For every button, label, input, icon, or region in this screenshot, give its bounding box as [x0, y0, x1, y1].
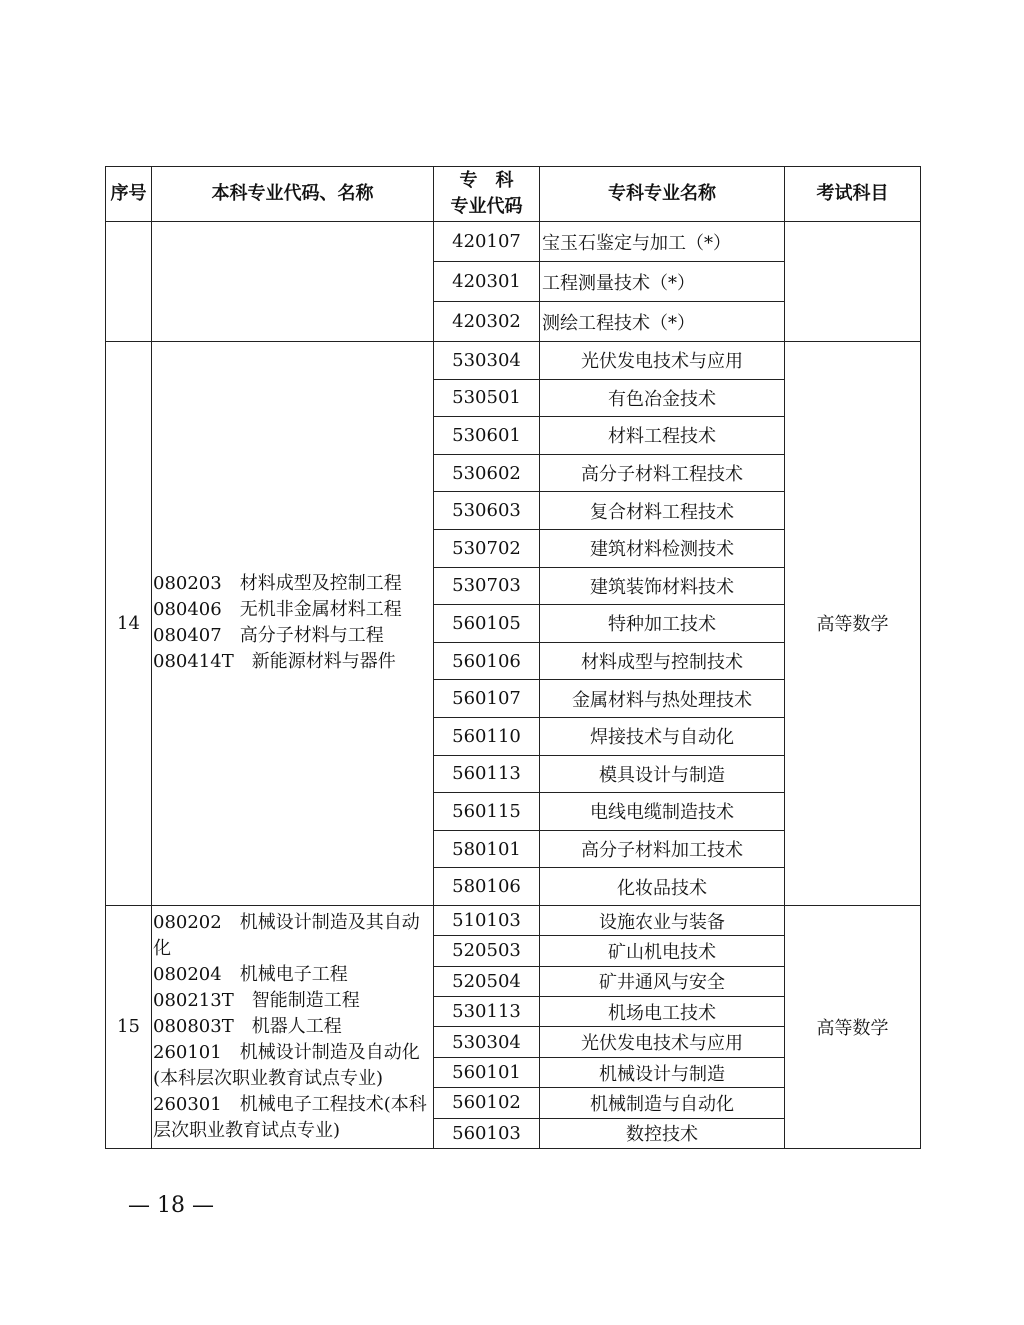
header-code-line1: 专 科: [459, 170, 514, 191]
header-bk: 本科专业代码、名称: [152, 167, 434, 222]
vocational-code: 560103: [434, 1118, 540, 1148]
undergrad-major: [153, 962, 433, 988]
undergrad-major-code: 080414T: [153, 651, 234, 673]
vocational-name: 建筑装饰材料技术: [540, 567, 785, 605]
header-row: [106, 167, 921, 222]
vocational-name: 金属材料与热处理技术: [540, 680, 785, 718]
undergrad-major-name: 机械设计制造及自动化(本科层次职业教育试点专业): [153, 1041, 420, 1089]
undergrad-major-code: 260301: [153, 1093, 222, 1115]
vocational-name: 矿井通风与安全: [540, 966, 785, 996]
vocational-name: 材料工程技术: [540, 417, 785, 455]
undergrad-major: [153, 910, 433, 962]
undergrad-major-code: 080202: [153, 911, 222, 933]
undergrad-major-name: 机器人工程: [251, 1015, 342, 1037]
undergrad-major: [153, 597, 433, 623]
vocational-code: 420107: [434, 222, 540, 262]
group-undergrad-majors: [152, 905, 434, 1148]
vocational-code: 560115: [434, 793, 540, 831]
exam-subject: 高等数学: [785, 905, 921, 1148]
vocational-code: 520504: [434, 966, 540, 996]
vocational-name: 特种加工技术: [540, 605, 785, 643]
vocational-code: 560105: [434, 605, 540, 643]
vocational-name: 数控技术: [540, 1118, 785, 1148]
vocational-code: 560107: [434, 680, 540, 718]
vocational-code: 530602: [434, 454, 540, 492]
vocational-name: 光伏发电技术与应用: [540, 342, 785, 380]
vocational-name: 矿山机电技术: [540, 936, 785, 966]
vocational-name: 有色冶金技术: [540, 379, 785, 417]
vocational-name: 光伏发电技术与应用: [540, 1027, 785, 1057]
vocational-name: 材料成型与控制技术: [540, 642, 785, 680]
vocational-code: 510103: [434, 905, 540, 935]
vocational-code: 420302: [434, 302, 540, 342]
vocational-code: 560101: [434, 1057, 540, 1087]
vocational-code: 530702: [434, 529, 540, 567]
vocational-code: 530603: [434, 492, 540, 530]
undergrad-major-name: 机械电子工程技术(本科层次职业教育试点专业): [153, 1093, 427, 1141]
undergrad-major-name: 高分子材料与工程: [239, 625, 384, 647]
group-seq: 14: [106, 342, 152, 906]
undergrad-major: [153, 1040, 433, 1092]
group-seq: [106, 222, 152, 342]
vocational-name: 机械制造与自动化: [540, 1088, 785, 1118]
undergrad-major: [153, 1092, 433, 1144]
vocational-code: 530304: [434, 342, 540, 380]
undergrad-major-code: 080407: [153, 625, 222, 647]
vocational-code: 580106: [434, 868, 540, 906]
page-number: — 18 —: [128, 1193, 214, 1218]
vocational-code: 530113: [434, 997, 540, 1027]
vocational-code: 520503: [434, 936, 540, 966]
undergrad-major: [153, 988, 433, 1014]
table-row: [106, 342, 921, 380]
table-body: [106, 222, 921, 1149]
vocational-name: 高分子材料工程技术: [540, 454, 785, 492]
undergrad-major-code: 260101: [153, 1041, 222, 1063]
vocational-name: 机械设计与制造: [540, 1057, 785, 1087]
undergrad-major-name: 材料成型及控制工程: [239, 573, 402, 595]
undergrad-major-name: 无机非金属材料工程: [239, 599, 402, 621]
vocational-name: 模具设计与制造: [540, 755, 785, 793]
undergrad-major-code: 080204: [153, 963, 222, 985]
table-row: [106, 222, 921, 262]
exam-subject: 高等数学: [785, 342, 921, 906]
exam-subject: [785, 222, 921, 342]
vocational-name: 高分子材料加工技术: [540, 830, 785, 868]
vocational-code: 560102: [434, 1088, 540, 1118]
header-seq: 序号: [106, 167, 152, 222]
table-row: [106, 905, 921, 935]
vocational-name: 宝玉石鉴定与加工（*）: [540, 222, 785, 262]
undergrad-major: [153, 623, 433, 649]
undergrad-major-name: 新能源材料与器件: [251, 651, 396, 673]
vocational-code: 530501: [434, 379, 540, 417]
header-exam: 考试科目: [785, 167, 921, 222]
group-undergrad-majors: [152, 342, 434, 906]
undergrad-major-name: 机械电子工程: [239, 963, 348, 985]
header-code-line2: 专业代码: [450, 196, 523, 217]
vocational-name: 工程测量技术（*）: [540, 262, 785, 302]
vocational-name: 建筑材料检测技术: [540, 529, 785, 567]
vocational-name: 机场电工技术: [540, 997, 785, 1027]
undergrad-major: [153, 571, 433, 597]
group-seq: 15: [106, 905, 152, 1148]
major-table: [105, 166, 921, 1149]
vocational-code: 560113: [434, 755, 540, 793]
vocational-code: 560106: [434, 642, 540, 680]
undergrad-major: [153, 649, 433, 675]
group-undergrad-majors: [152, 222, 434, 342]
vocational-name: 电线电缆制造技术: [540, 793, 785, 831]
vocational-code: 530304: [434, 1027, 540, 1057]
vocational-name: 复合材料工程技术: [540, 492, 785, 530]
undergrad-major-code: 080803T: [153, 1015, 234, 1037]
undergrad-major-name: 机械设计制造及其自动化: [153, 911, 420, 959]
vocational-code: 530601: [434, 417, 540, 455]
vocational-name: 焊接技术与自动化: [540, 717, 785, 755]
vocational-name: 化妆品技术: [540, 868, 785, 906]
vocational-name: 测绘工程技术（*）: [540, 302, 785, 342]
vocational-code: 560110: [434, 717, 540, 755]
undergrad-major-code: 080213T: [153, 989, 234, 1011]
undergrad-major-name: 智能制造工程: [251, 989, 360, 1011]
undergrad-major: [153, 1014, 433, 1040]
vocational-code: 530703: [434, 567, 540, 605]
vocational-code: 420301: [434, 262, 540, 302]
vocational-code: 580101: [434, 830, 540, 868]
header-name: 专科专业名称: [540, 167, 785, 222]
undergrad-major-code: 080406: [153, 599, 222, 621]
header-code: [434, 167, 540, 222]
vocational-name: 设施农业与装备: [540, 905, 785, 935]
undergrad-major-code: 080203: [153, 573, 222, 595]
